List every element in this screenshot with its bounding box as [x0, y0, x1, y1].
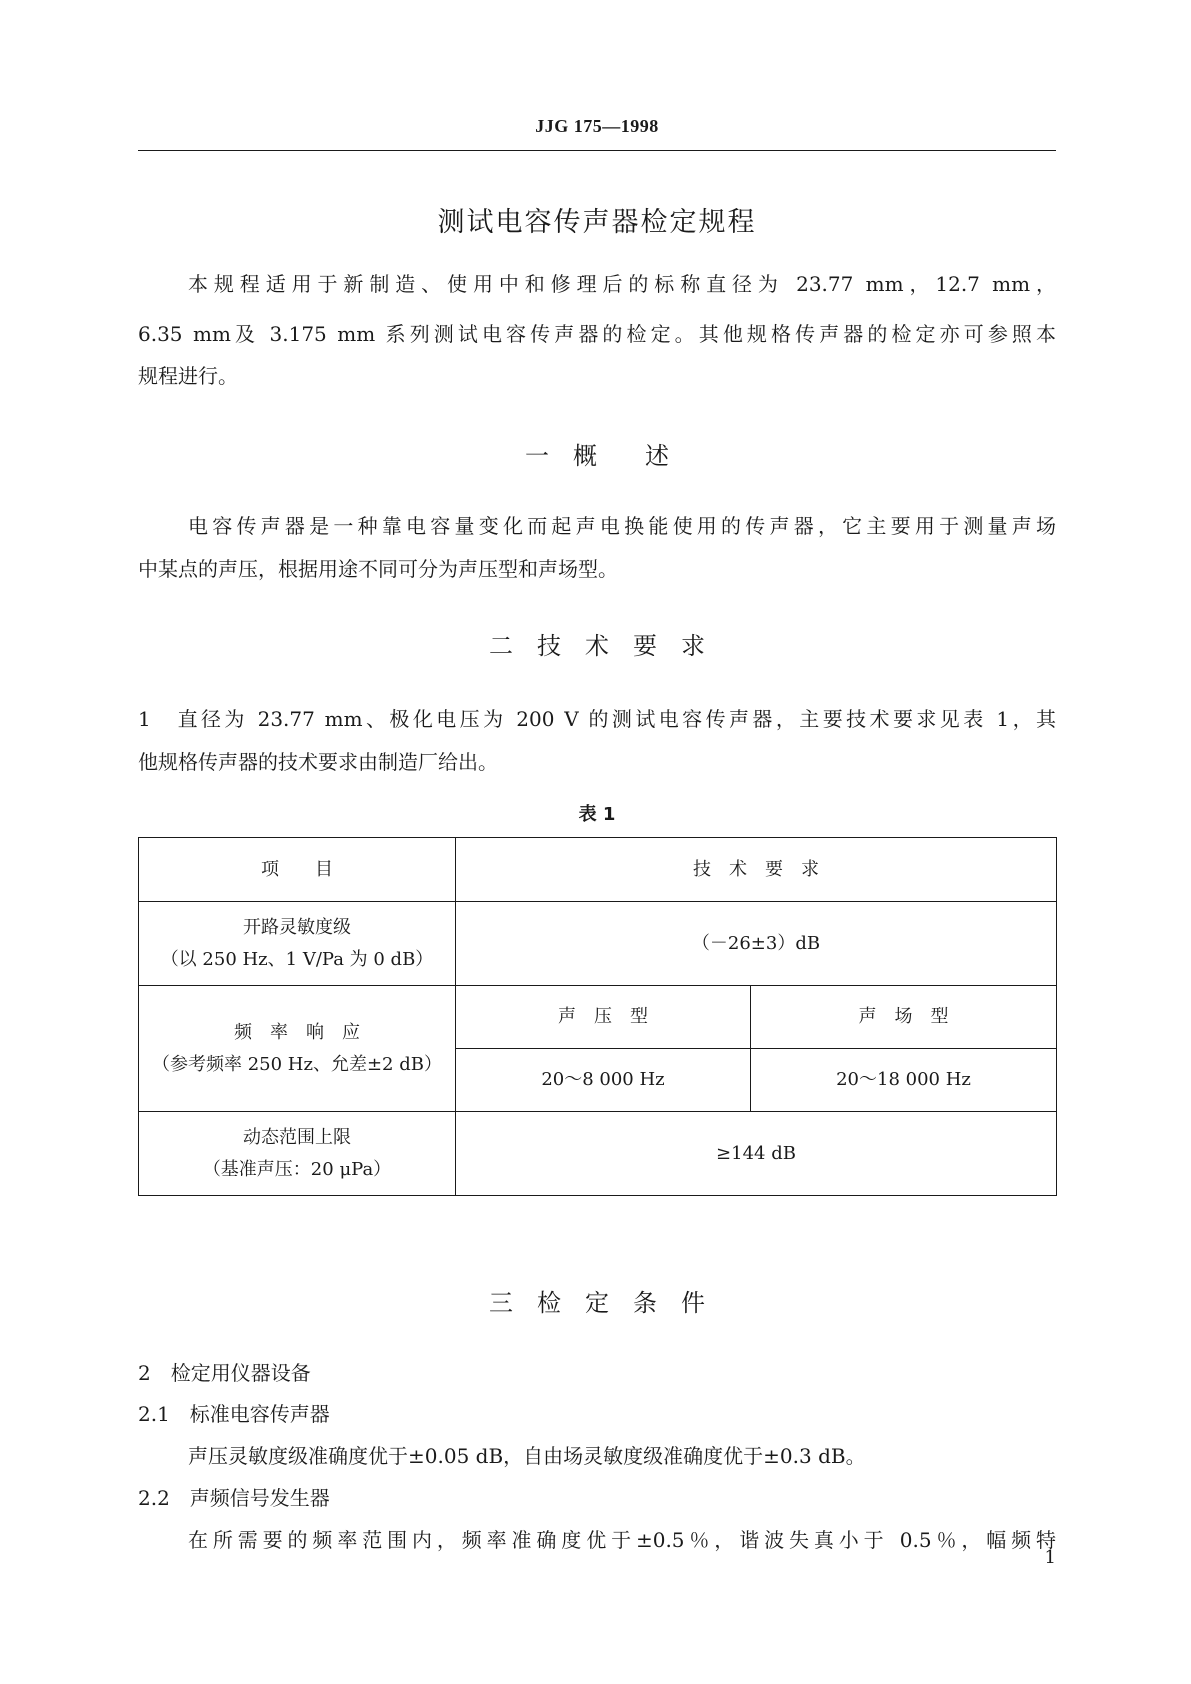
- sensitivity-item-line-1: 开路灵敏度级: [243, 916, 351, 938]
- item-2-1-heading: 2.1 标准电容传声器: [138, 1402, 330, 1426]
- frequency-item-line-2: （参考频率 250 Hz、允差±2 dB）: [152, 1053, 442, 1075]
- section-1-line-2: 中某点的声压，根据用途不同可分为声压型和声场型。: [138, 557, 618, 581]
- section-3-title: 三 检 定 条 件: [489, 1289, 705, 1317]
- table-header-requirement: [456, 838, 1057, 902]
- table-cell-dynamic-item: [139, 1112, 456, 1196]
- item-2-2-text: 在所需要的频率范围内，频率准确度优于±0.5％，谐波失真小于 0.5％，幅频特: [188, 1528, 1056, 1552]
- table-header-row: [139, 838, 1057, 902]
- table-cell-sensitivity-item: [139, 902, 456, 986]
- table-cell-sensitivity-value: [456, 902, 1057, 986]
- intro-line-1: 本规程适用于新制造、使用中和修理后的标称直径为 23.77 mm，12.7 mm，: [188, 272, 1056, 296]
- item-2-1-text: 声压灵敏度级准确度优于±0.05 dB，自由场灵敏度级准确度优于±0.3 dB。: [188, 1444, 866, 1468]
- table-header-item-label: 项 目: [261, 858, 333, 880]
- pressure-range-value: 20～8 000 Hz: [541, 1069, 665, 1090]
- dynamic-range-value: ≥144 dB: [716, 1142, 796, 1164]
- table-row-frequency-type: [139, 986, 1057, 1049]
- table-header-requirement-label: 技 术 要 求: [693, 858, 819, 880]
- sensitivity-item-line-2: （以 250 Hz、1 V/Pa 为 0 dB）: [160, 948, 434, 970]
- dynamic-item-line-2: （基准声压：20 μPa）: [202, 1158, 392, 1180]
- document-title: 测试电容传声器检定规程: [437, 207, 757, 238]
- section-2-line-1: 1 直径为 23.77 mm、极化电压为 200 V 的测试电容传声器，主要技术要求见表 1，其: [138, 707, 1056, 731]
- item-2-2-heading: 2.2 声频信号发生器: [138, 1486, 330, 1510]
- table-cell-field-range: [751, 1049, 1057, 1112]
- table-cell-field-type: [751, 986, 1057, 1049]
- table-cell-pressure-range: [456, 1049, 751, 1112]
- table-header-item: [139, 838, 456, 902]
- table-row-dynamic-range: [139, 1112, 1057, 1196]
- section-2-title: 二 技 术 要 求: [489, 632, 705, 660]
- item-2-heading: 2 检定用仪器设备: [138, 1361, 311, 1385]
- field-range-value: 20～18 000 Hz: [836, 1069, 971, 1090]
- table-cell-dynamic-value: [456, 1112, 1057, 1196]
- document-code-header: JJG 175—1998: [535, 116, 659, 136]
- section-1-line-1: 电容传声器是一种靠电容量变化而起声电换能使用的传声器，它主要用于测量声场: [188, 514, 1056, 538]
- section-1-title: 一 概 述: [525, 442, 669, 470]
- header-rule: [138, 150, 1056, 151]
- intro-line-2: 6.35 mm及 3.175 mm 系列测试电容传声器的检定。其他规格传声器的检定亦可参照本: [138, 322, 1056, 346]
- table-cell-pressure-type: [456, 986, 751, 1049]
- intro-line-3: 规程进行。: [138, 364, 238, 388]
- technical-requirements-table: [138, 837, 1057, 1196]
- frequency-item-line-1: 频 率 响 应: [234, 1021, 360, 1043]
- table-row-sensitivity: [139, 902, 1057, 986]
- page-number: 1: [1044, 1547, 1056, 1568]
- field-type-label: 声 场 型: [858, 1006, 949, 1027]
- table-caption: 表 1: [578, 804, 616, 825]
- sensitivity-value: （－26±3）dB: [691, 932, 821, 954]
- dynamic-item-line-1: 动态范围上限: [243, 1126, 351, 1148]
- pressure-type-label: 声 压 型: [558, 1006, 648, 1027]
- table-cell-frequency-item: [139, 986, 456, 1112]
- section-2-line-2: 他规格传声器的技术要求由制造厂给出。: [138, 750, 498, 774]
